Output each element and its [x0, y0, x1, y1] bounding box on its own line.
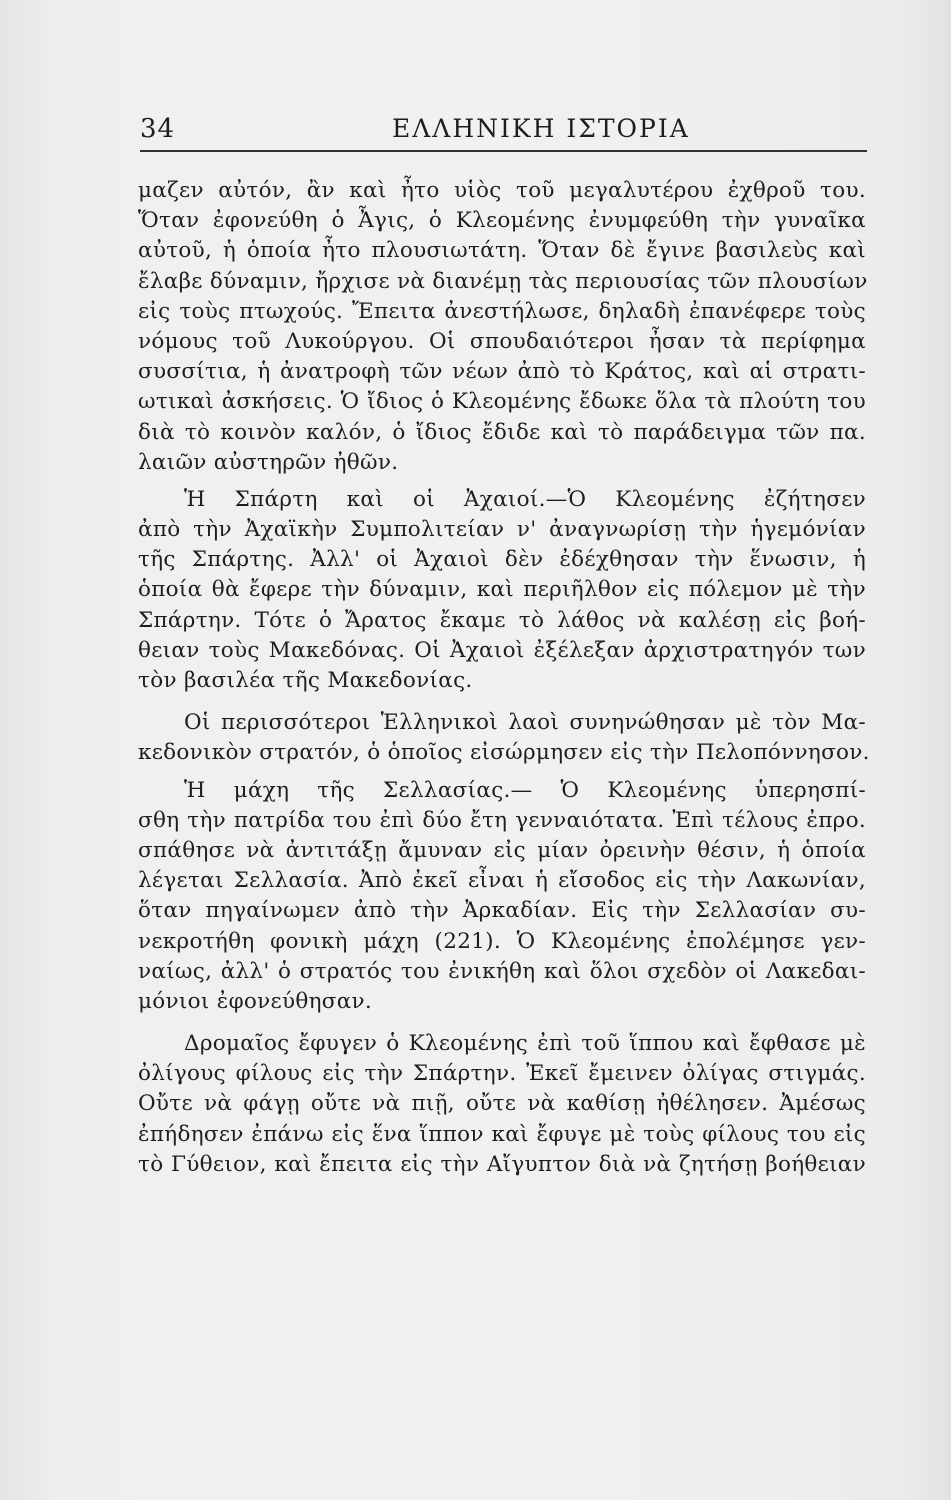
text-line: τὸ Γύθειον, καὶ ἔπειτα εἰς τὴν Αἴγυπτον διὰ νὰ ζητήσῃ βοήθειαν [138, 1151, 866, 1177]
page-header [140, 112, 865, 152]
text-line: Οὔτε νὰ φάγῃ οὔτε νὰ πιῇ, οὔτε νὰ καθίσῃ ἠθέλησεν. Ἀμέσως [138, 1091, 866, 1117]
text-line: ἐπήδησεν ἐπάνω εἰς ἕνα ἵππον καὶ ἔφυγε μὲ τοὺς φίλους του εἰς [138, 1121, 866, 1147]
text-line: Σπάρτην. Τότε ὁ Ἄρατος ἔκαμε τὸ λάθος νὰ καλέσῃ εἰς βοή- [138, 607, 866, 633]
text-line: τῆς Σπάρτης. Ἀλλ' οἱ Ἀχαιοὶ δὲν ἐδέχθησαν τὴν ἕνωσιν, ἡ [138, 547, 866, 573]
text-line: ωτικαὶ ἀσκήσεις. Ὁ ἴδιος ὁ Κλεομένης ἔδωκε ὅλα τὰ πλούτη του [138, 389, 866, 415]
text-line: κεδονικὸν στρατόν, ὁ ὁποῖος εἰσώρμησεν εἰς τὴν Πελοπόννησον. [138, 740, 870, 766]
text-line: εἰς τοὺς πτωχούς. Ἔπειτα ἀνεστήλωσε, δηλαδὴ ἐπανέφερε τοὺς [138, 298, 866, 324]
text-line: ὀλίγους φίλους εἰς τὴν Σπάρτην. Ἐκεῖ ἔμεινεν ὀλίγας στιγμάς. [138, 1061, 866, 1087]
text-line: θειαν τοὺς Μακεδόνας. Οἱ Ἀχαιοὶ ἐξέλεξαν ἀρχιστρατηγόν των [138, 637, 866, 663]
text-line: ὅταν πηγαίνωμεν ἀπὸ τὴν Ἀρκαδίαν. Εἰς τὴν Σελλασίαν συ- [138, 898, 866, 924]
text-line: νόμους τοῦ Λυκούργου. Οἱ σπουδαιότεροι ἦσαν τὰ περίφημα [138, 328, 866, 354]
text-line: νεκροτήθη φονικὴ μάχη (221). Ὁ Κλεομένης ἐπολέμησε γεν- [138, 928, 866, 954]
text-line: Ὅταν ἐφονεύθη ὁ Ἆγις, ὁ Κλεομένης ἐνυμφεύθη τὴν γυναῖκα [138, 208, 866, 234]
text-line: μαζεν αὐτόν, ἂν καὶ ἦτο υἱὸς τοῦ μεγαλυτέρου ἐχθροῦ του. [138, 178, 866, 203]
text-line: ναίως, ἀλλ' ὁ στρατός του ἐνικήθη καὶ ὅλοι σχεδὸν οἱ Λακεδαι- [138, 958, 866, 984]
header-rule [140, 150, 867, 152]
text-line: μόνιοι ἐφονεύθησαν. [138, 988, 373, 1014]
section-heading-line: Ἡ Σπάρτη καὶ οἱ Ἀχαιοί.—Ὁ Κλεομένης ἐζήτησεν [184, 486, 866, 512]
body-text [138, 176, 870, 1180]
text-line: ὁποία θὰ ἔφερε τὴν δύναμιν, καὶ περιῆλθον εἰς πόλεμον μὲ τὴν [138, 577, 866, 603]
text-line: αὐτοῦ, ἡ ὁποία ἦτο πλουσιωτάτη. Ὅταν δὲ ἔγινε βασιλεὺς καὶ [138, 238, 866, 264]
page-number: 34 [140, 114, 176, 144]
text-line: Οἱ περισσότεροι Ἑλληνικοὶ λαοὶ συνηνώθησαν μὲ τὸν Μα- [184, 710, 866, 736]
text-line: ἔλαβε δύναμιν, ἤρχισε νὰ διανέμῃ τὰς περιουσίας τῶν πλουσίων [138, 268, 868, 294]
text-line: Δρομαῖος ἔφυγεν ὁ Κλεομένης ἐπὶ τοῦ ἵππου καὶ ἔφθασε μὲ [184, 1031, 866, 1057]
section-heading-line: Ἡ μάχη τῆς Σελλασίας.— Ὁ Κλεομένης ὑπερησπί- [184, 777, 866, 803]
text-line: σπάθησε νὰ ἀντιτάξῃ ἄμυναν εἰς μίαν ὀρεινὴν θέσιν, ἡ ὁποία [138, 837, 866, 863]
text-line: σθη τὴν πατρίδα του ἐπὶ δύο ἔτη γενναιότατα. Ἐπὶ τέλους ἐπρο. [138, 807, 866, 833]
text-line: τὸν βασιλέα τῆς Μακεδονίας. [138, 668, 473, 693]
text-line: διὰ τὸ κοινὸν καλόν, ὁ ἴδιος ἔδιδε καὶ τὸ παράδειγμα τῶν πα. [138, 419, 866, 445]
text-line: συσσίτια, ἡ ἀνατροφὴ τῶν νέων ἀπὸ τὸ Κράτος, καὶ αἱ στρατι- [138, 359, 866, 385]
text-line: ἀπὸ τὴν Ἀχαϊκὴν Συμπολιτείαν ν' ἀναγνωρίσῃ τὴν ἡγεμόνίαν [138, 517, 866, 543]
text-line: λαιῶν αὐστηρῶν ἠθῶν. [138, 449, 399, 475]
running-title: ΕΛΛΗΝΙΚΗ ΙΣΤΟΡΙΑ [392, 114, 690, 143]
text-line: λέγεται Σελλασία. Ἀπὸ ἐκεῖ εἶναι ἡ εἴσοδος εἰς τὴν Λακωνίαν, [138, 868, 866, 894]
